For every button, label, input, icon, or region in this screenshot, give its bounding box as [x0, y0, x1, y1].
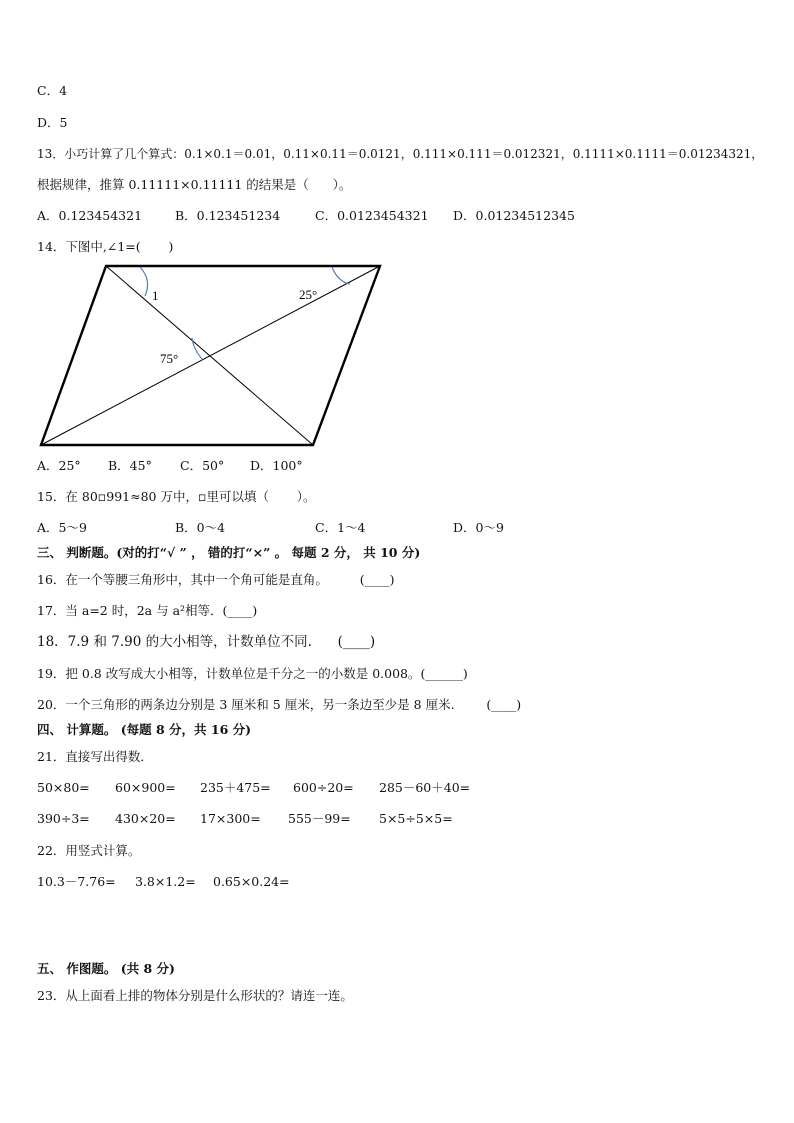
- angle-75-label: 75°: [160, 351, 179, 366]
- angle-25-arc: [332, 267, 350, 284]
- parallelogram-figure: [35, 232, 385, 448]
- angle-25-label: 25°: [299, 287, 318, 302]
- q13-option-c: C．0.0123454321: [315, 208, 429, 223]
- q14-option-b: B．45°: [108, 458, 152, 473]
- q14-option-a: A．25°: [37, 458, 81, 473]
- q14-option-c: C．50°: [180, 458, 225, 473]
- section-3-heading: 三、 判断题。(对的打“√ ” ， 错的打“×” 。 每题 2 分， 共 10 分): [37, 545, 421, 560]
- question-18: 18．7.9 和 7.90 的大小相等，计数单位不同. (____): [37, 634, 376, 650]
- question-13: 13．小巧计算了几个算式：0.1×0.1＝0.01，0.11×0.11＝0.0121，0.111×0.111＝0.012321，0.1111×0.1111＝0.01234321，: [37, 147, 764, 161]
- q15-option-a: A．5～9: [37, 520, 87, 535]
- calc-item: 555－99=: [288, 811, 351, 826]
- calc-item: 390÷3=: [37, 811, 90, 826]
- question-23: 23．从上面看上排的物体分别是什么形状的？请连一连。: [37, 988, 353, 1003]
- question-19: 19．把 0.8 改写成大小相等，计数单位是千分之一的小数是 0.008。(______): [37, 666, 468, 681]
- question-15: 15．在 80▫991≈80 万中，▫里可以填（ ）。: [37, 489, 316, 504]
- question-21: 21．直接写出得数．: [37, 749, 153, 764]
- q14-option-d: D．100°: [250, 458, 303, 473]
- calc-item: 17×300=: [200, 811, 261, 826]
- section-5-heading: 五、 作图题。 (共 8 分): [37, 961, 175, 976]
- option-c: C．4: [37, 83, 68, 98]
- calc-item: 5×5÷5×5=: [379, 811, 453, 826]
- question-17: 17．当 a=2 时，2a 与 a²相等．(____): [37, 603, 258, 618]
- calc-item: 285－60＋40=: [379, 780, 471, 795]
- angle-1-label: 1: [152, 288, 159, 303]
- question-20: 20．一个三角形的两条边分别是 3 厘米和 5 厘米，另一条边至少是 8 厘米. (____): [37, 697, 522, 712]
- q13-option-d: D．0.01234512345: [453, 208, 575, 223]
- calc-item: 60×900=: [115, 780, 176, 795]
- question-22: 22．用竖式计算。: [37, 843, 141, 858]
- q13-option-b: B．0.123451234: [175, 208, 281, 223]
- question-16: 16．在一个等腰三角形中，其中一个角可能是直角。 (____): [37, 572, 395, 587]
- calc-item: 600÷20=: [293, 780, 354, 795]
- calc-item: 235＋475=: [200, 780, 271, 795]
- section-4-heading: 四、 计算题。 (每题 8 分，共 16 分): [37, 722, 252, 737]
- calc-item: 50×80=: [37, 780, 90, 795]
- angle-1-arc: [140, 267, 148, 296]
- question-14: 14．下图中,∠1=( ): [37, 239, 174, 254]
- question-13-cont: 根据规律，推算 0.11111×0.11111 的结果是（ ）。: [37, 177, 352, 192]
- q15-option-d: D．0～9: [453, 520, 504, 535]
- vertical-calc-item: 3.8×1.2=: [135, 874, 196, 889]
- vertical-calc-item: 0.65×0.24=: [213, 874, 290, 889]
- vertical-calc-item: 10.3－7.76=: [37, 874, 116, 889]
- diagonal-line: [41, 266, 380, 445]
- q15-option-c: C．1～4: [315, 520, 366, 535]
- q13-option-a: A．0.123454321: [37, 208, 143, 223]
- option-d: D．5: [37, 115, 68, 130]
- calc-item: 430×20=: [115, 811, 176, 826]
- q15-option-b: B．0～4: [175, 520, 226, 535]
